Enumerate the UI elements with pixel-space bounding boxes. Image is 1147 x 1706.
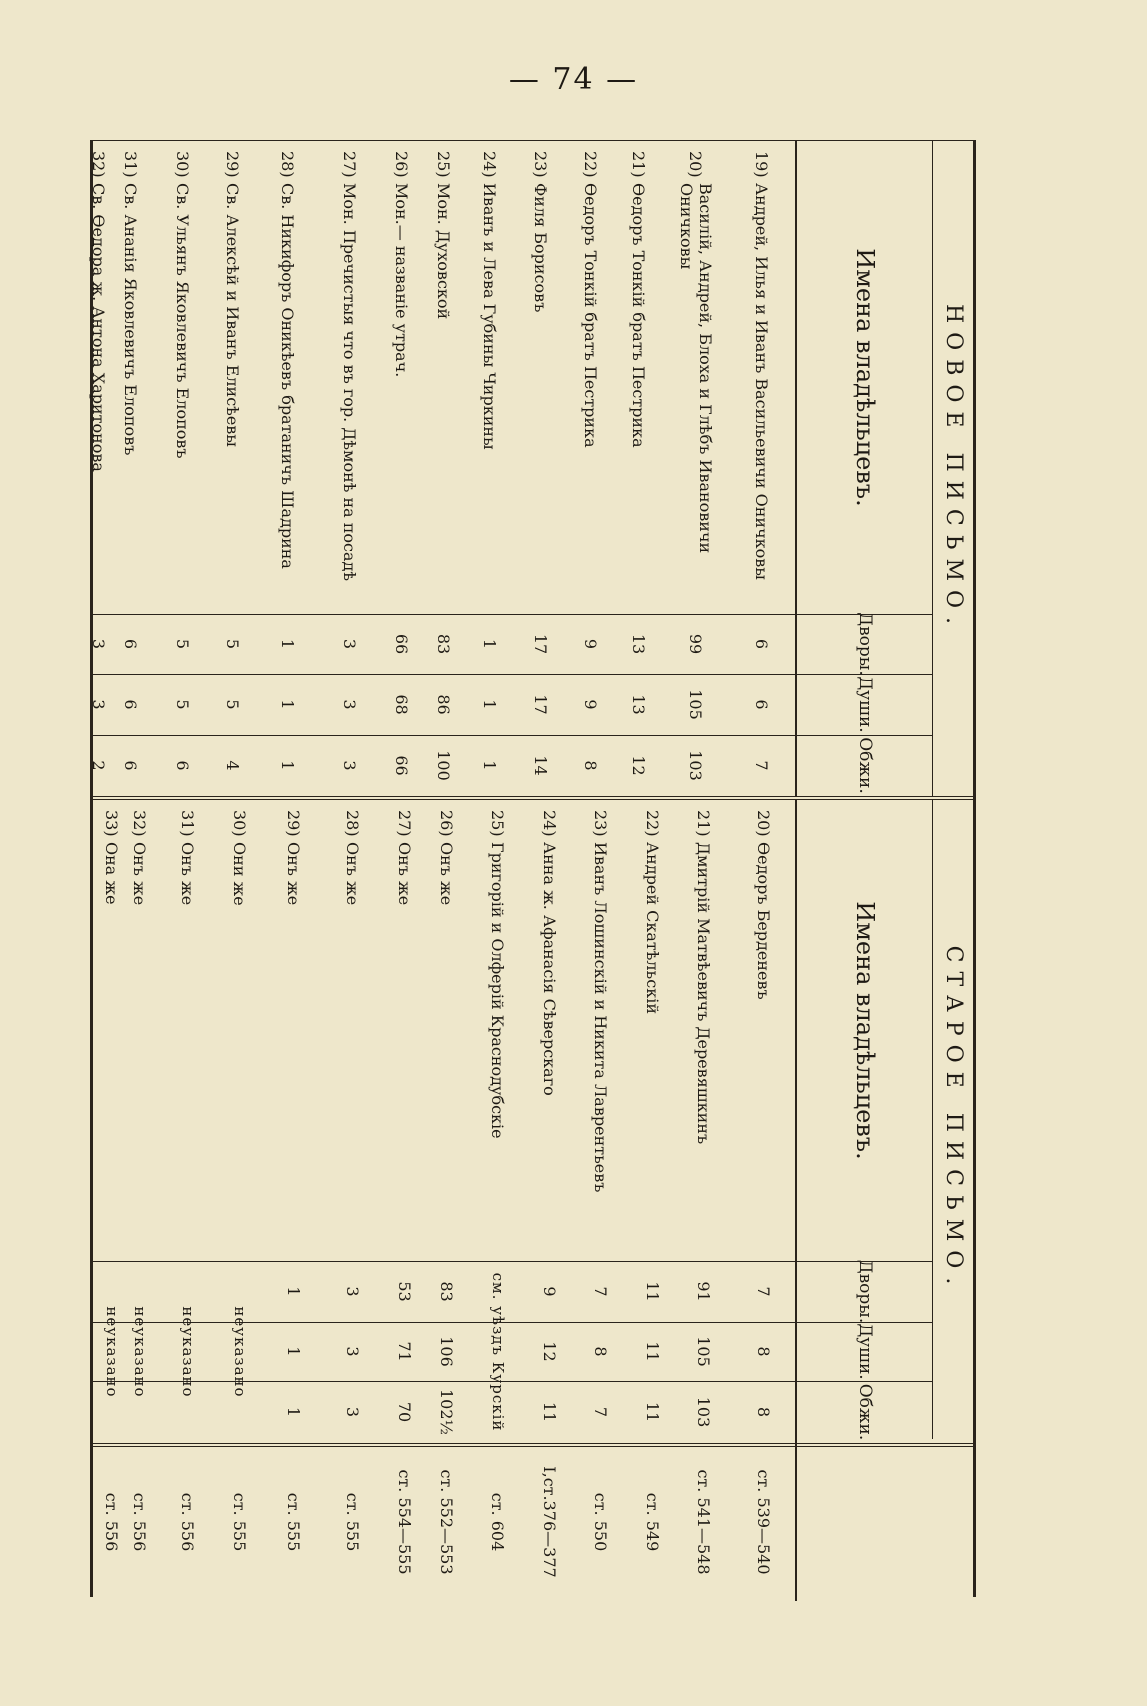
obzh-cell: 6 <box>121 760 141 771</box>
note-cell: неуказано <box>179 1306 197 1398</box>
note-cell: неуказано <box>131 1306 150 1398</box>
dush-cell: 1 <box>480 699 500 710</box>
obzh-cell: 70 <box>395 1401 414 1423</box>
owner-name: Василій, Андрей, Блоха и Глѣбъ Ивановичи Оничковы <box>677 183 715 554</box>
reference-cell: ст. 604 <box>488 1492 508 1552</box>
owner-name: Онъ же <box>343 842 363 906</box>
old-census-title: СТАРОЕ ПИСЬМО. <box>932 800 973 1439</box>
dvor-cell: 9 <box>540 1286 560 1297</box>
owner-name: Мон.— названіе утрач. <box>392 183 412 378</box>
owner-name: Ѳедоръ Берденевъ <box>754 842 774 1000</box>
obzh-cell: 4 <box>223 760 243 771</box>
table-row <box>120 800 160 1597</box>
owner-name: Филя Борисовъ <box>531 183 551 313</box>
reference-cell: ст. 556 <box>102 1492 121 1552</box>
owner-name: Онъ же <box>178 842 197 906</box>
owner-name: Они же <box>230 842 250 906</box>
owner-name-cell <box>323 800 383 1261</box>
reference-cell: ст. 552—553 <box>437 1469 457 1575</box>
new-names-header: Имена владѣльцевъ. <box>795 141 933 614</box>
owner-name: Св. Никифоръ Оникѣевъ братаничъ Шадрина <box>278 183 298 569</box>
row-number: 27) <box>395 810 414 837</box>
owner-name: Ѳедоръ Тонкій братъ Пестрика <box>581 183 601 448</box>
reference-cell: ст. 554—555 <box>395 1469 414 1575</box>
owner-name-cell <box>663 141 729 614</box>
note-cell: см. уѣздъ Курскій <box>489 1272 508 1432</box>
table-row <box>89 141 109 796</box>
table-row <box>567 141 615 796</box>
owner-name-cell <box>515 141 567 614</box>
owner-name-cell <box>383 800 426 1261</box>
dvor-cell: 1 <box>284 1286 304 1297</box>
owner-name: Св. Ѳедора ж. Антона Харитонова <box>89 183 109 472</box>
obzh-cell: 2 <box>89 760 109 771</box>
table-row <box>160 800 215 1597</box>
reference-cell: ст. 555 <box>284 1492 304 1552</box>
owner-name-cell <box>160 800 215 1261</box>
row-number: 21) <box>629 151 649 178</box>
row-number: 30) <box>173 151 193 178</box>
dush-cell: 9 <box>581 699 601 710</box>
dvor-cell: 17 <box>531 633 551 655</box>
note-cell: неуказано <box>231 1306 250 1398</box>
old-dush-header: Души. <box>795 1322 933 1381</box>
table-row <box>663 141 729 796</box>
reference-cell: ст. 555 <box>230 1492 250 1552</box>
obzh-cell: 8 <box>581 760 601 771</box>
row-number: 26) <box>392 151 412 178</box>
table-row <box>257 141 319 796</box>
table-row <box>468 800 528 1597</box>
dvor-cell: 5 <box>223 638 243 650</box>
owner-name-cell <box>426 800 468 1261</box>
dvor-cell: 3 <box>89 638 109 650</box>
obzh-cell: 103 <box>694 1396 714 1428</box>
owner-name-cell <box>528 800 572 1261</box>
table-row <box>733 800 795 1597</box>
owner-name-cell <box>265 800 323 1261</box>
row-number: 23) <box>591 810 611 837</box>
new-obzh-header: Обжи. <box>795 735 933 796</box>
table-row <box>383 800 426 1597</box>
dvor-cell: 53 <box>395 1281 414 1302</box>
table-row <box>105 141 157 796</box>
owner-name-cell <box>319 141 381 614</box>
obzh-cell: 12 <box>629 755 649 776</box>
dvor-cell: 91 <box>694 1281 714 1302</box>
row-number: 19) <box>752 151 772 178</box>
dush-cell: 5 <box>173 699 193 710</box>
owner-name-cell <box>105 141 157 614</box>
table-row <box>729 141 795 796</box>
dvor-cell: 6 <box>121 638 141 650</box>
row-number: 22) <box>581 151 601 178</box>
dush-cell: 6 <box>752 699 772 710</box>
obzh-cell: 11 <box>540 1401 560 1423</box>
row-number: 28) <box>343 810 363 837</box>
row-number: 26) <box>437 810 457 837</box>
owner-name-cell <box>733 800 795 1261</box>
owner-name: Иванъ Лошинскій и Никита Лаврентьевъ <box>591 842 611 1193</box>
obzh-cell: 100 <box>434 750 454 781</box>
old-obzh-header: Обжи. <box>795 1381 933 1443</box>
owner-name-cell <box>423 141 465 614</box>
owner-name-cell <box>215 800 265 1261</box>
dvor-cell: 7 <box>754 1286 774 1297</box>
owner-name: Онъ же <box>395 842 414 906</box>
owner-name-cell <box>567 141 615 614</box>
dvor-cell: 66 <box>392 633 412 655</box>
dush-cell: 1 <box>278 699 298 710</box>
old-census-rows <box>93 800 795 1597</box>
dvor-cell: 3 <box>343 1286 363 1297</box>
dvor-cell: 1 <box>278 638 298 650</box>
row-number: 24) <box>480 151 500 178</box>
reference-cell: ст. 555 <box>343 1492 363 1552</box>
row-number: 32) <box>89 151 109 178</box>
row-number: 20) <box>754 810 774 837</box>
obzh-cell: 3 <box>340 760 360 771</box>
census-table <box>90 140 976 1597</box>
owner-name: Андрей Скатѣльскій <box>643 842 662 1014</box>
owner-name: Онъ же <box>284 842 304 906</box>
dvor-cell: 3 <box>340 638 360 650</box>
new-dvor-header: Дворы. <box>795 614 933 674</box>
owner-name-cell <box>257 141 319 614</box>
owner-name-cell <box>465 141 515 614</box>
owner-name: Она же <box>102 842 121 905</box>
dush-cell: 13 <box>629 694 649 715</box>
dush-cell: 3 <box>89 699 109 710</box>
new-census-title: НОВОЕ ПИСЬМО. <box>932 141 973 796</box>
old-names-header: Имена владѣльцевъ. <box>795 800 933 1261</box>
dush-cell: 86 <box>434 694 454 715</box>
table-row <box>528 800 572 1597</box>
owner-name-cell <box>103 800 120 1261</box>
reference-cell: ст. 556 <box>130 1492 150 1552</box>
row-number: 30) <box>230 810 250 837</box>
dush-cell: 12 <box>540 1341 560 1362</box>
dvor-cell: 5 <box>173 638 193 650</box>
owner-name-cell <box>468 800 528 1261</box>
dvor-cell: 11 <box>643 1281 662 1302</box>
owner-name: Св. Алексѣй и Иванъ Елисѣевы <box>223 183 243 448</box>
dvor-cell: 83 <box>437 1281 457 1302</box>
dvor-cell: 99 <box>686 633 706 655</box>
dush-cell: 5 <box>223 699 243 710</box>
table-row <box>381 141 423 796</box>
owner-name-cell <box>209 141 257 614</box>
table-row <box>265 800 323 1597</box>
table-row <box>323 800 383 1597</box>
obzh-cell: 1 <box>284 1406 304 1418</box>
owner-name: Дмитрій Матвѣевичъ Деревяшкинъ <box>694 842 714 1145</box>
reference-cell: I,ст.376—377 <box>540 1466 560 1578</box>
table-row <box>465 141 515 796</box>
owner-name: Иванъ и Лева Губины Чиркины <box>480 183 500 450</box>
owner-name-cell <box>675 800 733 1261</box>
obzh-cell: 6 <box>173 760 193 771</box>
owner-name: Ѳедоръ Тонкій братъ Пестрика <box>629 183 649 448</box>
reference-cell: ст. 556 <box>178 1492 197 1552</box>
table-row <box>572 800 630 1597</box>
row-number: 29) <box>284 810 304 837</box>
owner-name-cell <box>89 141 109 614</box>
dush-cell: 17 <box>531 694 551 715</box>
obzh-cell: 1 <box>480 760 500 771</box>
table-row <box>515 141 567 796</box>
dush-cell: 68 <box>392 694 412 715</box>
row-number: 28) <box>278 151 298 178</box>
owner-name: Мон. Пречистыя что въ гор. Дѣмонѣ на посадѣ <box>340 183 360 582</box>
row-number: 31) <box>178 810 197 837</box>
row-number: 20) <box>686 151 706 178</box>
row-number: 24) <box>540 810 560 837</box>
row-number: 31) <box>121 151 141 178</box>
owner-name-cell <box>381 141 423 614</box>
owner-name-cell <box>120 800 160 1261</box>
table-row <box>319 141 381 796</box>
dush-cell: 105 <box>694 1336 714 1367</box>
dush-cell: 6 <box>121 699 141 710</box>
dush-cell: 11 <box>643 1341 662 1362</box>
obzh-cell: 8 <box>754 1406 774 1418</box>
obzh-cell: 102½ <box>437 1388 457 1436</box>
table-row <box>630 800 675 1597</box>
new-dush-header: Души. <box>795 674 933 735</box>
owner-name: Онъ же <box>130 842 150 906</box>
reference-cell: ст. 539—540 <box>754 1469 774 1575</box>
table-row <box>423 141 465 796</box>
dush-cell: 1 <box>284 1346 304 1357</box>
new-census-rows <box>89 141 795 796</box>
dush-cell: 106 <box>437 1336 457 1367</box>
owner-name: Св. Ульянъ Яковлевичъ Елоповъ <box>173 183 193 459</box>
row-number: 21) <box>694 810 714 837</box>
obzh-cell: 66 <box>392 755 412 776</box>
obzh-cell: 7 <box>752 760 772 771</box>
row-number: 33) <box>102 810 121 837</box>
dvor-cell: 13 <box>629 633 649 655</box>
dush-cell: 8 <box>591 1346 611 1357</box>
dvor-cell: 7 <box>591 1286 611 1297</box>
obzh-cell: 103 <box>686 750 706 781</box>
old-ref-header <box>795 1443 973 1601</box>
row-number: 25) <box>434 151 454 178</box>
reference-cell: ст. 550 <box>591 1492 611 1552</box>
owner-name: Андрей, Илья и Иванъ Васильевичи Оничковы <box>752 183 772 581</box>
dush-cell: 71 <box>395 1341 414 1362</box>
table-row <box>103 800 120 1597</box>
row-number: 27) <box>340 151 360 178</box>
owner-name: Мон. Духовской <box>434 183 454 320</box>
table-row <box>209 141 257 796</box>
owner-name-cell <box>572 800 630 1261</box>
table-row <box>615 141 663 796</box>
table-row <box>215 800 265 1597</box>
owner-name-cell <box>630 800 675 1261</box>
reference-cell: ст. 549 <box>643 1492 662 1552</box>
table-row <box>426 800 468 1597</box>
row-number: 22) <box>643 810 662 837</box>
owner-name: Онъ же <box>437 842 457 906</box>
dush-cell: 3 <box>343 1346 363 1357</box>
obzh-cell: 14 <box>531 755 551 776</box>
owner-name-cell <box>157 141 209 614</box>
row-number: 29) <box>223 151 243 178</box>
row-number: 23) <box>531 151 551 178</box>
note-cell: неуказано <box>103 1306 121 1398</box>
obzh-cell: 1 <box>278 760 298 771</box>
dvor-cell: 83 <box>434 633 454 655</box>
row-number: 32) <box>130 810 150 837</box>
dush-cell: 3 <box>340 699 360 710</box>
old-dvor-header: Дворы. <box>795 1261 933 1322</box>
owner-name: Св. Ананія Яковлевичъ Елоповъ <box>121 183 141 456</box>
dvor-cell: 9 <box>581 638 601 650</box>
table-row <box>675 800 733 1597</box>
owner-name-cell <box>729 141 795 614</box>
obzh-cell: 3 <box>343 1406 363 1418</box>
obzh-cell: 11 <box>643 1401 662 1423</box>
new-census-section <box>89 141 973 796</box>
dush-cell: 8 <box>754 1346 774 1357</box>
dvor-cell: 1 <box>480 638 500 650</box>
dvor-cell: 6 <box>752 638 772 650</box>
reference-cell: ст. 541—548 <box>694 1469 714 1575</box>
old-census-section <box>93 796 973 1597</box>
row-number: 25) <box>488 810 508 837</box>
page-number: — 74 — <box>508 62 639 97</box>
obzh-cell: 7 <box>591 1406 611 1418</box>
dush-cell: 105 <box>686 689 706 720</box>
owner-name: Анна ж. Афанасія Сѣверскаго <box>540 842 560 1096</box>
owner-name: Григорій и Олферій Краснодубскіе <box>488 842 508 1139</box>
owner-name-cell <box>615 141 663 614</box>
table-row <box>157 141 209 796</box>
